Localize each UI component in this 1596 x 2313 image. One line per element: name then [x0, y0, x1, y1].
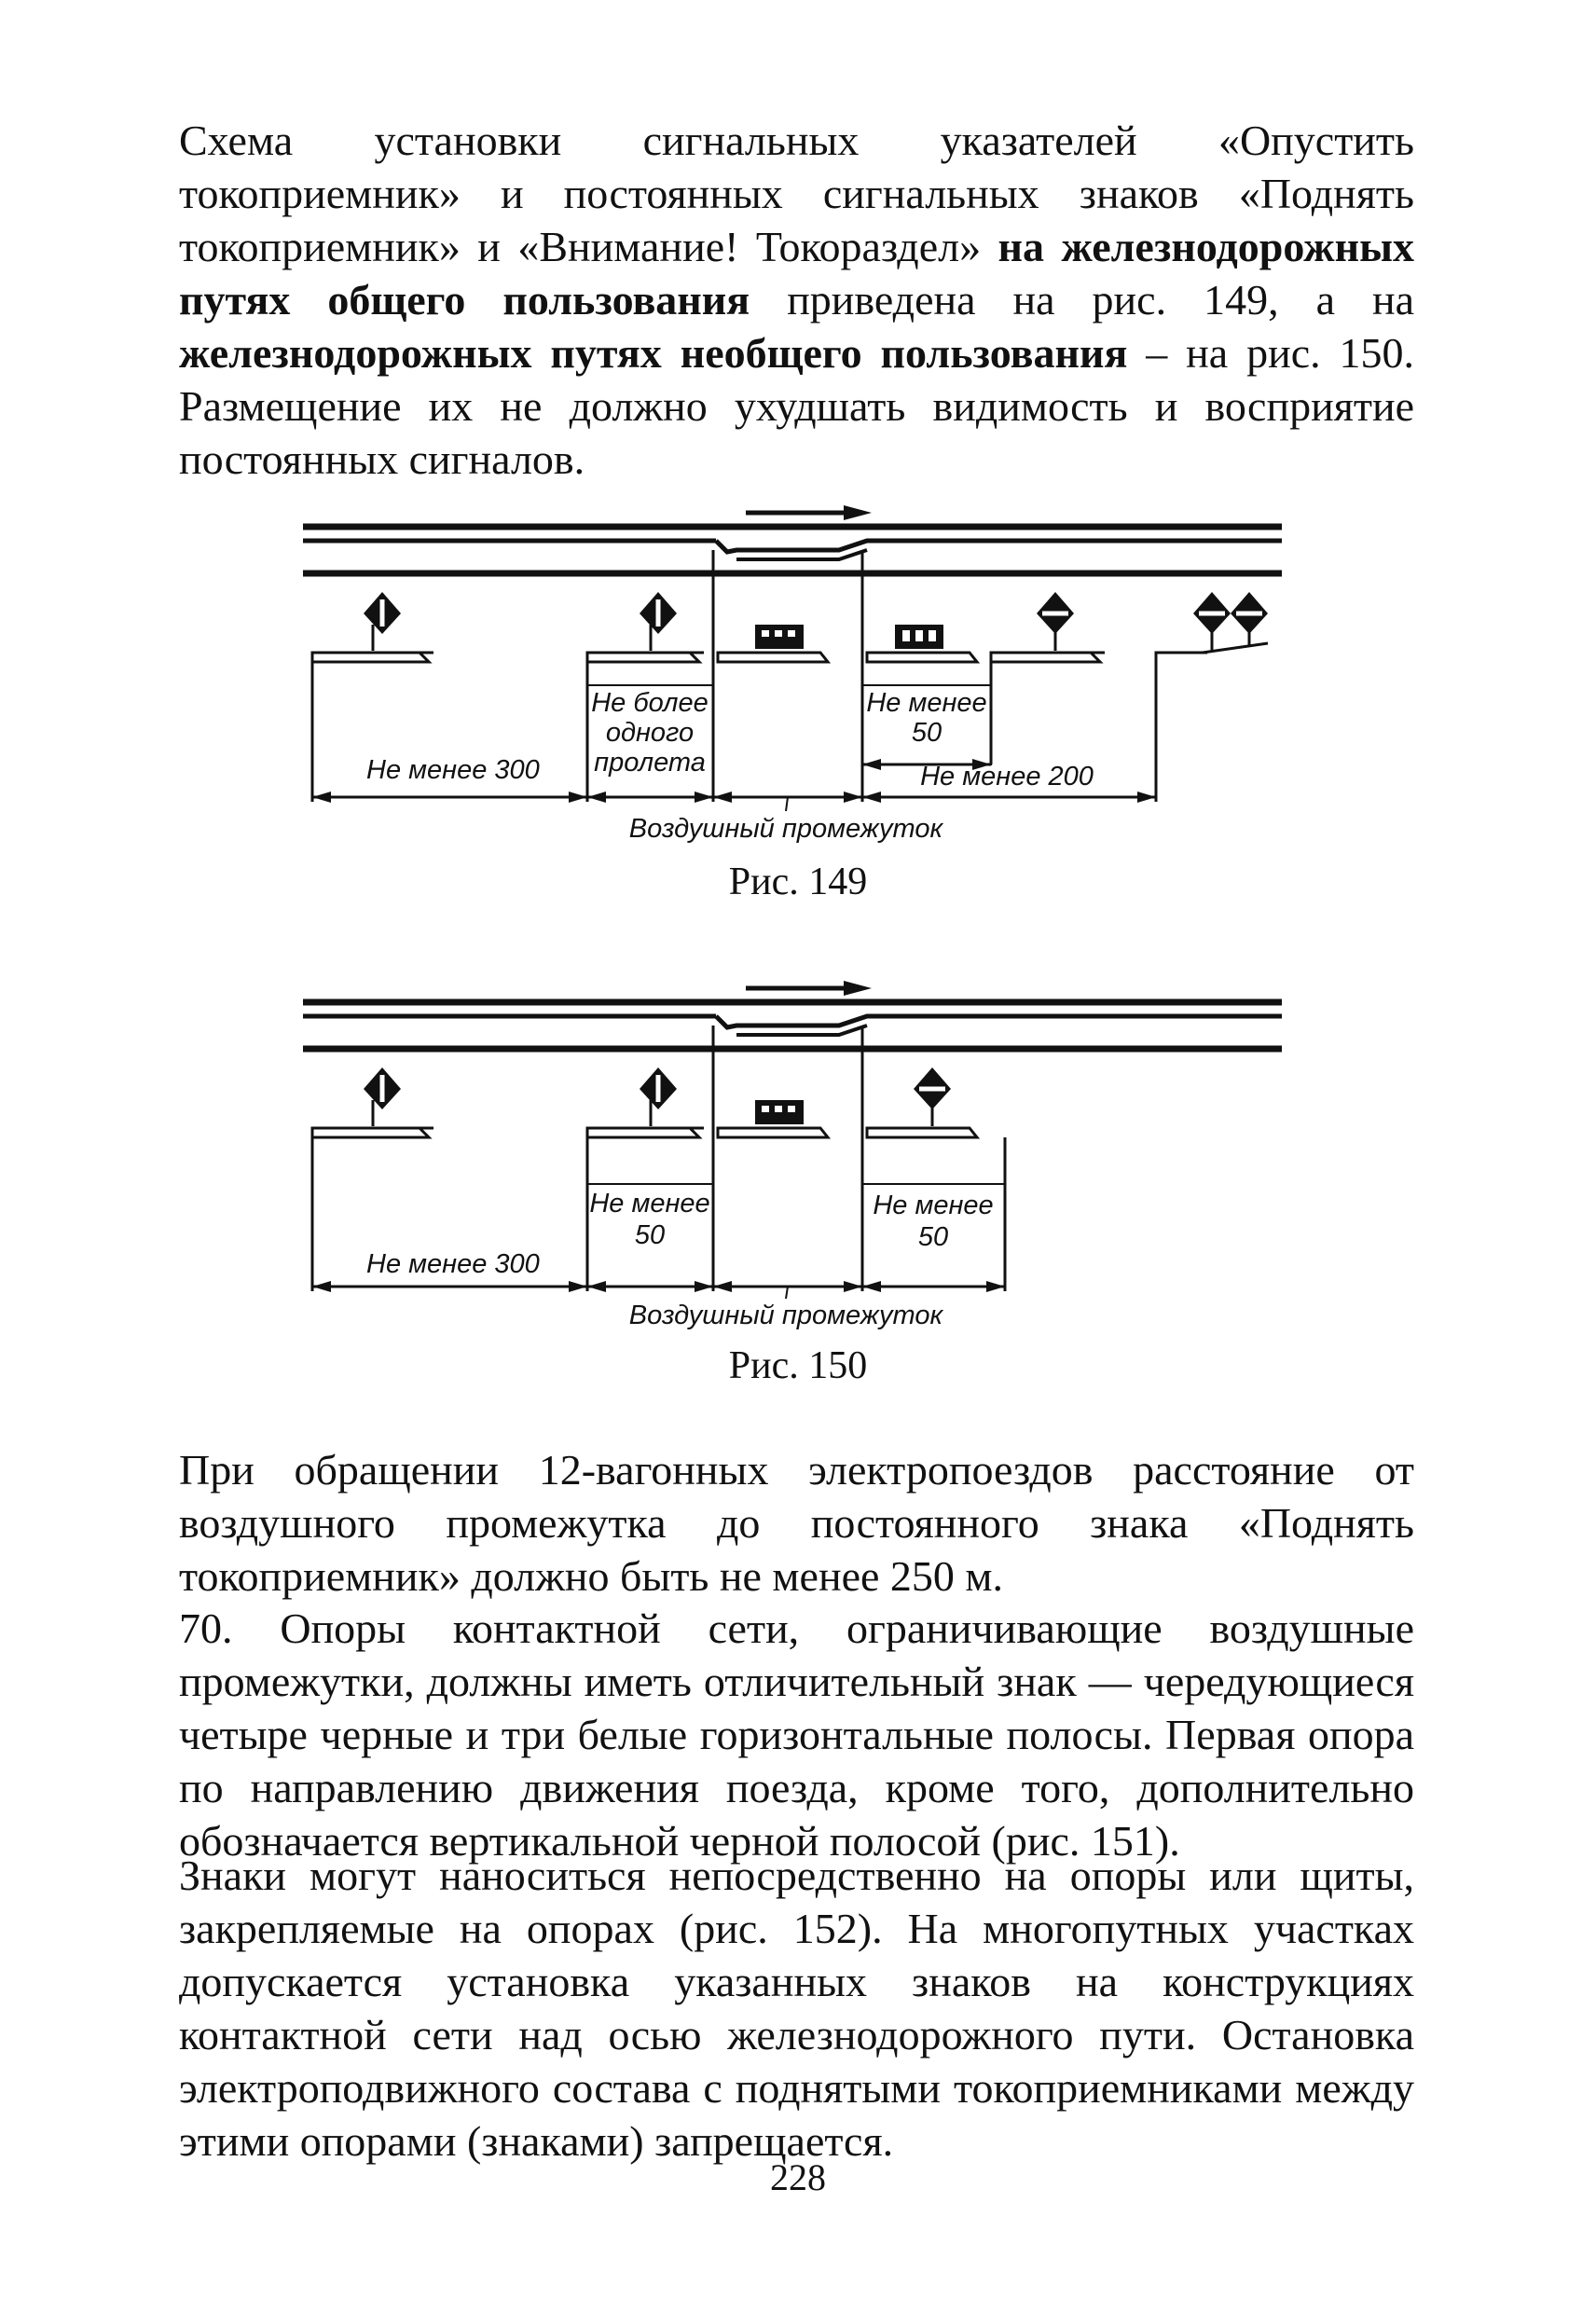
label-not-less-300: Не менее 300 — [366, 1249, 540, 1279]
paragraph-12-car-trains: При обращении 12-вагонных электропоездов расстояние от воздушного промежутка до постоянного знака «Поднять токоприемник» должно быть не менее 250 м. — [179, 1446, 1414, 1600]
label-not-less-300: Не менее 300 — [366, 755, 540, 785]
figure-150-caption: Рис. 150 — [728, 1344, 868, 1387]
label-not-more-one-span: Не более — [591, 688, 709, 718]
paragraph-signs-on-supports: Знаки могут наноситься непосредственно на опоры или щиты, закрепляемые на опорах (рис. 152). На многопутных участках допускается установка указанных знаков на конструкциях контактной сети над осью железнодорожного пути. Остановка электроподвижного состава с поднятыми токоприемниками между этими опорами (знаками) запрещается. — [179, 1852, 1414, 2165]
label-air-gap: Воздушный промежуток — [628, 814, 943, 844]
paragraph-text: – на рис. 150. Размещение их не должно ухудшать видимость и восприятие постоянных сигналов. — [179, 329, 1414, 483]
label-not-less-50: Не менее — [866, 688, 987, 718]
label-not-less-50: 50 — [634, 1220, 666, 1250]
paragraph-70-supports: 70. Опоры контактной сети, ограничивающие воздушные промежутки, должны иметь отличительный знак — чередующиеся четыре черные и три белые горизонтальные полосы. Первая опора по направлению движения поезда, кроме того, дополнительно обозначается вертикальной черной полосой (рис. 151). — [179, 1604, 1414, 1865]
paragraph-text: приведена на рис. 149, а на — [750, 276, 1415, 324]
label-not-more-one-span: одного — [605, 718, 695, 748]
paragraph-bold-text: железнодорожных путях необщего пользования — [179, 329, 1128, 377]
label-not-less-50: 50 — [911, 718, 942, 748]
figure-149-caption: Рис. 149 — [728, 860, 868, 903]
label-not-less-50: Не менее — [589, 1189, 710, 1218]
paragraph-intro — [179, 114, 1414, 486]
paragraph-text: Схема установки сигнальных указателей «Опустить токоприемник» и постоянных сигнальных знаков «Поднять токоприемник» и «Внимание! Токораздел» — [179, 117, 1414, 270]
page-number: 228 — [770, 2156, 826, 2198]
label-not-more-one-span: пролета — [594, 748, 706, 778]
label-not-less-50: Не менее — [873, 1191, 994, 1220]
label-not-less-200: Не менее 200 — [920, 762, 1094, 792]
figure-150-diagram — [0, 960, 1596, 1333]
paragraph-bold-text: на железнодорожных путях общего пользования — [179, 223, 1414, 324]
label-air-gap: Воздушный промежуток — [628, 1301, 943, 1330]
label-not-less-50: 50 — [917, 1222, 949, 1252]
figure-149-diagram — [0, 485, 1596, 858]
